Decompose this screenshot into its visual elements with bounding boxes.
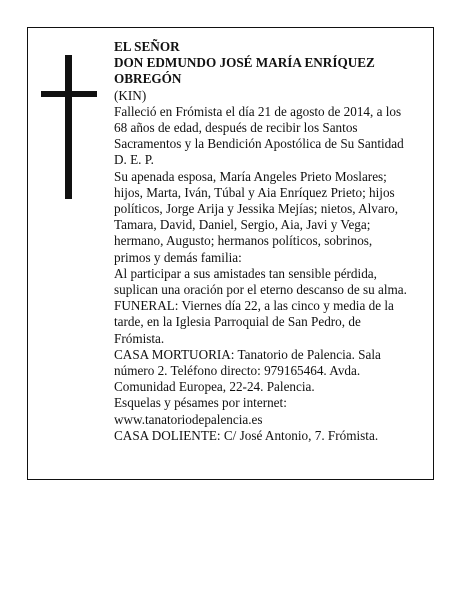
body-line: Tamara, David, Daniel, Sergio, Aia, Javi y Vega; <box>114 217 371 233</box>
body-line: tarde, en la Iglesia Parroquial de San Pedro, de <box>114 314 361 330</box>
body-line: Comunidad Europea, 22-24. Palencia. <box>114 379 315 395</box>
body-line: Al participar a sus amistades tan sensible pérdida, <box>114 265 377 281</box>
body-line: primos y demás familia: <box>114 249 242 265</box>
body-line: Esquelas y pésames por internet: <box>114 395 287 411</box>
body-line: suplican una oración por el eterno descanso de su alma. <box>114 282 407 298</box>
notice-text <box>114 39 426 444</box>
heading-line: DON EDMUNDO JOSÉ MARÍA ENRÍQUEZ <box>114 55 375 71</box>
body-line: hijos, Marta, Iván, Túbal y Aia Enríquez Prieto; hijos <box>114 184 395 200</box>
nickname: (KIN) <box>114 87 147 103</box>
body-line: FUNERAL: Viernes día 22, a las cinco y media de la <box>114 298 394 314</box>
body-line: CASA DOLIENTE: C/ José Antonio, 7. Frómista. <box>114 427 379 443</box>
body-line: D. E. P. <box>114 152 154 168</box>
obituary-notice <box>27 27 434 480</box>
body-line: Falleció en Frómista el día 21 de agosto de 2014, a los <box>114 103 402 119</box>
body-line: Sacramentos y la Bendición Apostólica de Su Santidad <box>114 136 404 152</box>
body-line: Su apenada esposa, María Angeles Prieto Moslares; <box>114 168 387 184</box>
cross-vertical-bar <box>65 55 72 199</box>
cross-horizontal-bar <box>41 91 97 97</box>
body-line: políticos, Jorge Arija y Jessika Mejías; nietos, Alvaro, <box>114 201 398 217</box>
cross-icon <box>41 55 97 199</box>
heading-line: OBREGÓN <box>114 71 182 87</box>
body-line: Frómista. <box>114 330 165 346</box>
body-line: 68 años de edad, después de recibir los Santos <box>114 120 358 136</box>
heading-line: EL SEÑOR <box>114 39 180 54</box>
body-line: CASA MORTUORIA: Tanatorio de Palencia. Sala <box>114 346 381 362</box>
body-line: hermano, Augusto; hermanos políticos, sobrinos, <box>114 233 373 249</box>
website-link[interactable]: www.tanatoriodepalencia.es <box>114 411 263 427</box>
body-line: número 2. Teléfono directo: 979165464. Avda. <box>114 363 361 379</box>
